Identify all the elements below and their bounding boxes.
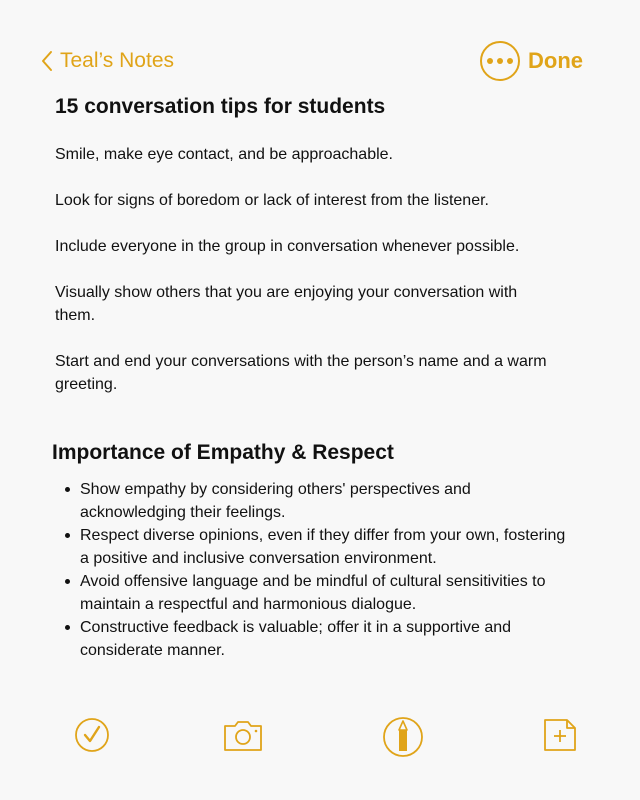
note-title: 15 conversation tips for students bbox=[55, 95, 386, 118]
bullet-item: Show empathy by considering others' perspectives and acknowledging their feelings. bbox=[80, 478, 570, 524]
compose-icon bbox=[541, 716, 579, 754]
more-button[interactable] bbox=[480, 41, 520, 81]
tips-list bbox=[55, 143, 555, 419]
back-label: Teal’s Notes bbox=[60, 49, 175, 72]
tip-item: Include everyone in the group in conversation whenever possible. bbox=[55, 238, 520, 255]
bullet-list bbox=[80, 478, 570, 662]
camera-icon bbox=[222, 716, 264, 754]
checklist-button[interactable] bbox=[73, 716, 111, 759]
back-button[interactable] bbox=[40, 46, 174, 76]
done-button[interactable]: Done bbox=[528, 48, 583, 73]
camera-button[interactable] bbox=[222, 716, 264, 759]
chevron-left-icon bbox=[40, 49, 54, 73]
bullet-item: Avoid offensive language and be mindful of cultural sensitivities to maintain a respectful and harmonious dialogue. bbox=[80, 570, 570, 616]
tip-item: Start and end your conversations with the person’s name and a warm greeting. bbox=[55, 353, 547, 393]
markup-button[interactable] bbox=[382, 716, 424, 763]
checklist-icon bbox=[73, 716, 111, 754]
tip-item: Visually show others that you are enjoying your conversation with them. bbox=[55, 284, 518, 324]
more-icon bbox=[487, 58, 493, 64]
bullet-item: Respect diverse opinions, even if they differ from your own, fostering a positive and inclusive conversation environment. bbox=[80, 524, 570, 570]
tip-item: Look for signs of boredom or lack of interest from the listener. bbox=[55, 192, 489, 209]
section-heading: Importance of Empathy & Respect bbox=[52, 441, 394, 464]
compose-button[interactable] bbox=[541, 716, 579, 759]
tip-item: Smile, make eye contact, and be approachable. bbox=[55, 146, 393, 163]
bottom-toolbar bbox=[0, 710, 640, 770]
pen-icon bbox=[382, 716, 424, 758]
bullet-item: Constructive feedback is valuable; offer it in a supportive and considerate manner. bbox=[80, 616, 570, 662]
